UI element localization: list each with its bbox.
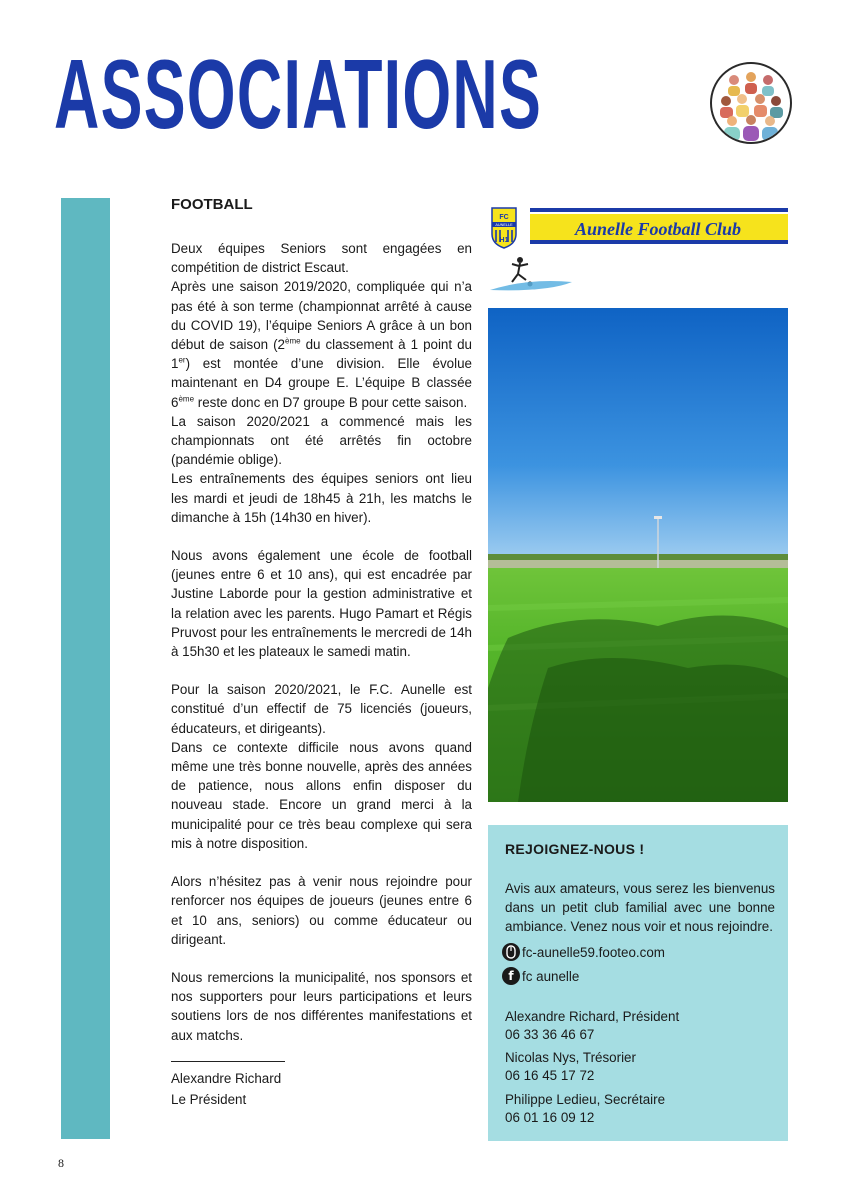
website-url[interactable]: fc-aunelle59.footeo.com [522, 944, 665, 960]
paragraph-9: Nous remercions la municipalité, nos sponsors et nos supporters pour leurs participations et leurs soutiens lors de nos différentes manifestations et aux matchs. [171, 969, 472, 1043]
club-name: Aunelle Football Club [574, 219, 742, 239]
paragraph-4: Les entraînements des équipes seniors ont lieu les mardi et jeudi de 18h45 à 21h, les matchs le dimanche à 15h (14h30 en hiver). [171, 471, 472, 525]
contact-secretary [505, 1091, 665, 1127]
contact-phone: 06 33 36 46 67 [505, 1027, 595, 1042]
mouse-icon [502, 943, 520, 961]
people-group-icon [710, 62, 792, 144]
article-heading: FOOTBALL [171, 196, 253, 213]
crest-top: FC [499, 214, 509, 221]
article-football [171, 195, 472, 1110]
contact-label: Nicolas Nys, Trésorier [505, 1050, 636, 1065]
contact-label: Philippe Ledieu, Secrétaire [505, 1092, 666, 1107]
join-heading: REJOIGNEZ-NOUS ! [505, 841, 645, 857]
contact-label: Alexandre Richard, Président [505, 1009, 680, 1024]
facebook-icon: f [502, 967, 520, 985]
page-number: 8 [58, 1156, 64, 1170]
paragraph-3: La saison 2020/2021 a commencé mais les championnats ont été arrêtés fin octobre (pandémie oblige). [171, 413, 472, 468]
facebook-name[interactable]: fc aunelle [522, 968, 580, 984]
paragraph-5: Nous avons également une école de football (jeunes entre 6 et 10 ans), qui est encadrée par Justine Laborde pour la gestion administrative et la relation avec les parents. Hugo Pamart et Régis Pruvost pour les entraînements le mercredi de 14h à 15h30 et les plateaux le samedi matin. [171, 548, 472, 660]
website-link[interactable] [502, 943, 665, 961]
signature-name: Alexandre Richard [171, 1070, 282, 1086]
signature-role: Le Président [171, 1091, 247, 1107]
paragraph-6: Pour la saison 2020/2021, le F.C. Aunelle est constitué d’un effectif de 75 licenciés (joueurs, éducateurs, et dirigeants). [171, 682, 472, 736]
footballer-icon [490, 257, 572, 290]
contact-phone: 06 16 45 17 72 [505, 1068, 595, 1083]
signature-divider [171, 1061, 285, 1062]
paragraph-2: Après une saison 2019/2020, compliquée qui n’a pas été à son terme (championnat arrêté à cause du COVID 19), l’équipe Seniors A grâce à un bon début de saison (2ème du classement à 1 point du 1er) est montée d’une division. Elle évolue maintenant en D4 groupe E. L’équipe B classée 6ème reste donc en D7 groupe B pour cette saison. [171, 279, 472, 410]
contact-president [505, 1008, 679, 1044]
page-title: ASSOCIATIONS [54, 39, 543, 149]
facebook-link[interactable] [502, 967, 579, 985]
sidebar-decoration [61, 198, 110, 1139]
club-banner [488, 204, 788, 300]
join-intro: Avis aux amateurs, vous serez les bienvenus dans un petit club familial avec une bonne ambiance. Venez nous voir et nous rejoindre. [505, 881, 775, 934]
stadium-photo [488, 308, 788, 802]
contact-treasurer [505, 1049, 636, 1085]
paragraph-7: Dans ce contexte difficile nous avons quand même une très bonne nouvelle, après des années de patience, nous allons enfin disposer du nouveau stade. Encore un grand merci à la municipalité pour ce très beau complexe qui sera mis à notre disposition. [171, 739, 472, 851]
crest-mid: AUNELLE [495, 223, 513, 227]
paragraph-8: Alors n’hésitez pas à venir nous rejoindre pour renforcer nos équipes de joueurs (jeunes entre 6 et 10 ans, seniors) ou comme éducateur ou dirigeant. [171, 874, 472, 947]
join-box [488, 825, 788, 1141]
contact-phone: 06 01 16 09 12 [505, 1110, 595, 1125]
paragraph-1: Deux équipes Seniors sont engagées en compétition de district Escaut. [171, 241, 472, 276]
crest-bottom: H1 [499, 237, 509, 244]
